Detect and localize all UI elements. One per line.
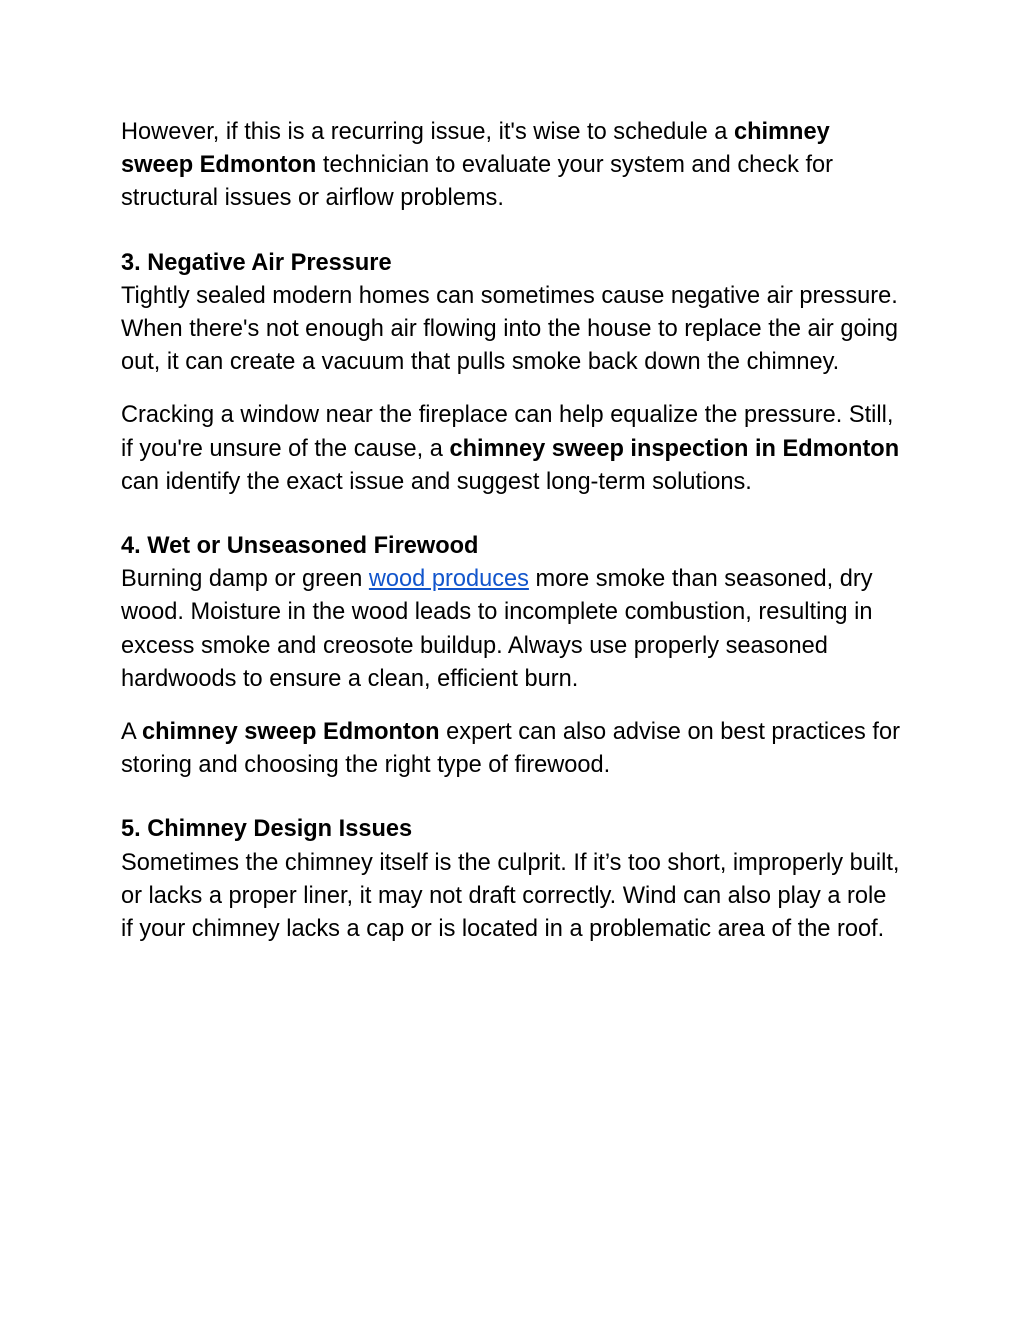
bold-keyword: chimney sweep Edmonton: [142, 719, 440, 746]
paragraph-text: expert can also advise on best practices for storing and choosing the right type of firewood.: [121, 719, 900, 779]
paragraph-damp-wood: [121, 563, 901, 696]
bold-keyword: chimney sweep Edmonton: [121, 119, 830, 179]
paragraph-text: can identify the exact issue and suggest long-term solutions.: [121, 468, 752, 495]
paragraph-text: Burning damp or green: [121, 566, 369, 593]
section-heading-wet-firewood: 4. Wet or Unseasoned Firewood: [121, 533, 479, 560]
paragraph-text: technician to evaluate your system and check for structural issues or airflow problems.: [121, 152, 834, 212]
section-heading-negative-air-pressure: 3. Negative Air Pressure: [121, 249, 392, 276]
bold-keyword: chimney sweep inspection in Edmonton: [449, 435, 900, 462]
section-heading-chimney-design: 5. Chimney Design Issues: [121, 816, 413, 843]
paragraph-cracking-window: [121, 399, 901, 499]
paragraph-text: Cracking a window near the fireplace can help equalize the pressure. Still, if you're unsure of the cause, a: [121, 402, 894, 462]
paragraph-negative-pressure: Tightly sealed modern homes can sometimes cause negative air pressure. When there's not enough air flowing into the house to replace the air going out, it can create a vacuum that pulls smoke back down the chimney.: [121, 282, 899, 376]
paragraph-chimney-design: Sometimes the chimney itself is the culprit. If it’s too short, improperly built, or lacks a proper liner, it may not draft correctly. Wind can also play a role if your chimney lacks a cap or is located in a problematic area of the roof.: [121, 849, 900, 943]
wood-produces-link[interactable]: wood produces: [368, 566, 529, 593]
paragraph-text: more smoke than seasoned, dry wood. Moisture in the wood leads to incomplete combustion, resulting in excess smoke and creosote buildup. Always use properly seasoned hardwoods to ensure a clean, efficient burn.: [121, 566, 873, 692]
paragraph-recurring-issue: [121, 116, 901, 216]
paragraph-text: A: [121, 719, 142, 746]
document-page: [121, 116, 901, 966]
paragraph-expert-advice: [121, 716, 901, 782]
paragraph-text: However, if this is a recurring issue, it's wise to schedule a: [121, 119, 734, 145]
